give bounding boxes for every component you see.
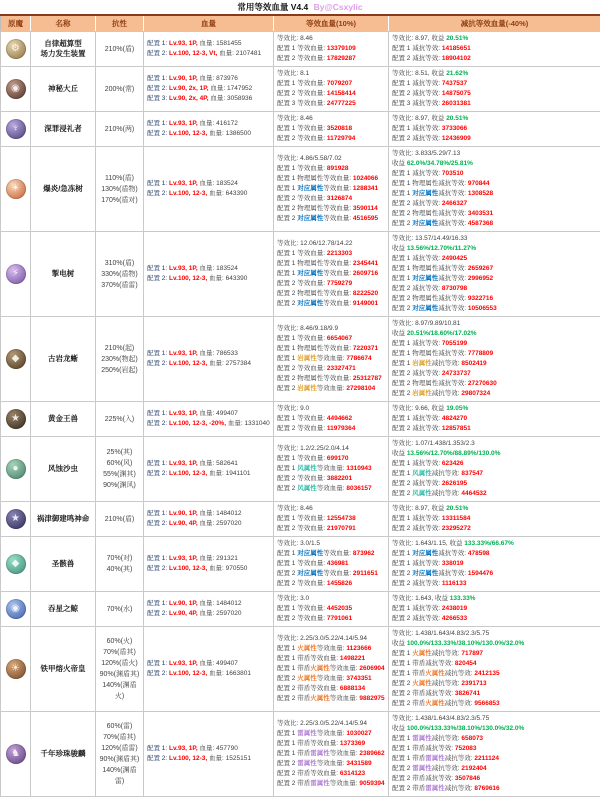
cell-line: 等效比: 2.25/3.0/5.22/4.14/5.94 <box>277 634 385 644</box>
column-header: 名称 <box>31 15 96 32</box>
cell-line: 配置 2 带盾减抗等效: 3826741 <box>392 689 597 699</box>
hp-configs <box>144 437 274 502</box>
cell-line: 配置 3 减抗等效: 26031381 <box>392 99 597 109</box>
cell-line: 配置 2: Lv.100, 12-3, 血量: 1386500 <box>147 129 270 139</box>
reduced-res-effective-hp <box>389 712 600 797</box>
cell-line: 配置 2: Lv.90, 4P, 血量: 2597020 <box>147 609 270 619</box>
enemy-icon-field-generator: ⚙ <box>6 39 26 59</box>
cell-line: 收益 100.0%/133.33%/38.10%/130.0%/32.0% <box>392 639 597 649</box>
cell-line: 配置 1 减抗等效: 703510 <box>392 169 597 179</box>
cell-line: 等效比: 8.97, 收益 20.51% <box>392 34 597 44</box>
reduced-res-effective-hp <box>389 627 600 712</box>
enemy-name: 神秘大丘 <box>31 67 96 112</box>
cell-line: 配置 1 带盾减抗等效: 752083 <box>392 744 597 754</box>
enemy-icon-baptist: ♆ <box>6 119 26 139</box>
column-header: 等效血量(10%) <box>274 15 389 32</box>
cell-line: 配置 1 风属性减抗等效: 837547 <box>392 469 597 479</box>
enemy-name: 掣电树 <box>31 232 96 317</box>
column-header: 原魔 <box>1 15 31 32</box>
cell-line: 等效比: 4.86/5.58/7.02 <box>277 154 385 164</box>
cell-line: 配置 2 对应属性等效血量: 2911651 <box>277 569 385 579</box>
reduced-res-effective-hp <box>389 537 600 592</box>
cell-line: 配置 1: Lv.93, 1P, 血量: 786533 <box>147 349 270 359</box>
enemy-icon-pyro-cryo-regisvine: ☀ <box>6 179 26 199</box>
hp-configs <box>144 232 274 317</box>
resistance-values: 210%(起) 230%(物起) 250%(岩起) <box>96 317 144 402</box>
cell-line: 配置 1 带盾火属性等效血量: 2606904 <box>277 664 385 674</box>
cell-line: 配置 1: Lv.93, 1P, 血量: 1581455 <box>147 39 270 49</box>
cell-line: 配置 1 雷属性等效血量: 1030027 <box>277 729 385 739</box>
cell-line: 配置 1 减抗等效: 3733066 <box>392 124 597 134</box>
cell-line: 收益 13.56%/12.70%/11.27% <box>392 244 597 254</box>
effective-hp <box>274 402 389 437</box>
cell-line: 配置 2 等效血量: 7791061 <box>277 614 385 624</box>
table-row <box>1 317 600 402</box>
cell-line: 配置 2 物理属性减抗等效: 9322716 <box>392 294 597 304</box>
cell-line: 配置 2 物理属性等效血量: 25312787 <box>277 374 385 384</box>
reduced-res-effective-hp <box>389 67 600 112</box>
resistance-values: 210%(盾) <box>96 32 144 67</box>
cell-line: 配置 2 物理属性等效血量: 8222520 <box>277 289 385 299</box>
cell-line: 配置 2 对应属性减抗等效: 4587368 <box>392 219 597 229</box>
cell-line: 配置 2 减抗等效: 18904102 <box>392 54 597 64</box>
enemy-name: 千年珍珠骏麟 <box>31 712 96 797</box>
column-header: 抗性 <box>96 15 144 32</box>
cell-line: 等效比: 8.97, 收益 20.51% <box>392 114 597 124</box>
cell-line: 配置 1 减抗等效: 338019 <box>392 559 597 569</box>
cell-line: 配置 2 减抗等效: 2466327 <box>392 199 597 209</box>
resistance-values: 70%(对) 40%(其) <box>96 537 144 592</box>
cell-line: 等效比: 8.46 <box>277 34 385 44</box>
cell-line: 配置 1 物理属性减抗等效: 7778809 <box>392 349 597 359</box>
enemy-icon-cell <box>1 32 31 67</box>
resistance-values: 310%(盾) 330%(盾物) 370%(盾雷) <box>96 232 144 317</box>
resistance-values: 60%(火) 70%(盾其) 120%(盾火) 90%(渊盾其) 140%(渊盾火) <box>96 627 144 712</box>
cell-line: 配置 2: Lv.100, 12-3, 血量: 1663801 <box>147 669 270 679</box>
effective-hp <box>274 592 389 627</box>
cell-line: 配置 2 等效血量: 21970791 <box>277 524 385 534</box>
enemy-icon-cell <box>1 502 31 537</box>
cell-line: 配置 1 等效血量: 2213303 <box>277 249 385 259</box>
cell-line: 配置 1 带盾等效血量: 1373369 <box>277 739 385 749</box>
cell-line: 配置 3: Lv.90, 2x, 4P, 血量: 3058936 <box>147 94 270 104</box>
cell-line: 配置 1: Lv.93, 1P, 血量: 416172 <box>147 119 270 129</box>
enemy-name: 祸津御建鸣神命 <box>31 502 96 537</box>
table-row <box>1 402 600 437</box>
cell-line: 配置 2 对应属性减抗等效: 1594476 <box>392 569 597 579</box>
hp-configs <box>144 627 274 712</box>
cell-line: 等效比: 1.438/1.643/4.83/2.3/5.75 <box>392 629 597 639</box>
resistance-values: 70%(水) <box>96 592 144 627</box>
effective-hp <box>274 67 389 112</box>
page-credit: By@Csxylic <box>314 2 363 12</box>
cell-line: 配置 1 岩属性减抗等效: 8502419 <box>392 359 597 369</box>
cell-line: 等效比: 1.2/2.25/2.0/4.14 <box>277 444 385 454</box>
cell-line: 配置 1: Lv.90, 1P, 血量: 1484012 <box>147 599 270 609</box>
enemy-name: 古岩龙蜥 <box>31 317 96 402</box>
cell-line: 配置 1 对应属性减抗等效: 478598 <box>392 549 597 559</box>
cell-line: 等效比: 9.0 <box>277 404 385 414</box>
cell-line: 配置 1 等效血量: 891928 <box>277 164 385 174</box>
table-row <box>1 627 600 712</box>
cell-line: 配置 2 岩属性减抗等效: 29807324 <box>392 389 597 399</box>
cell-line: 配置 1: Lv.93, 1P, 血量: 183524 <box>147 264 270 274</box>
hp-configs <box>144 712 274 797</box>
cell-line: 配置 1 风属性等效血量: 1310943 <box>277 464 385 474</box>
cell-line: 配置 1: Lv.93, 1P, 血量: 291321 <box>147 554 270 564</box>
cell-line: 配置 1 火属性等效血量: 1123666 <box>277 644 385 654</box>
cell-line: 配置 2 等效血量: 3126874 <box>277 194 385 204</box>
cell-line: 配置 2 带盾火属性减抗等效: 9566853 <box>392 699 597 709</box>
cell-line: 配置 1: Lv.93, 1P, 血量: 183524 <box>147 179 270 189</box>
cell-line: 配置 1: Lv.93, 1P, 血量: 457790 <box>147 744 270 754</box>
cell-line: 配置 1 减抗等效: 623426 <box>392 459 597 469</box>
cell-line: 配置 2: Lv.100, 12-3, 血量: 2757384 <box>147 359 270 369</box>
cell-line: 配置 2 减抗等效: 2626195 <box>392 479 597 489</box>
page-title: 常用等效血量 V4.4 <box>237 2 308 12</box>
cell-line: 配置 1 等效血量: 436981 <box>277 559 385 569</box>
cell-line: 收益 100.0%/133.33%/38.10%/130.0%/32.0% <box>392 724 597 734</box>
hp-configs <box>144 67 274 112</box>
resistance-values: 210%(两) <box>96 112 144 147</box>
cell-line: 配置 2 物理属性减抗等效: 27270630 <box>392 379 597 389</box>
cell-line: 等效比: 3.833/5.29/7.13 <box>392 149 597 159</box>
effective-hp <box>274 537 389 592</box>
cell-line: 配置 2 带盾火属性等效血量: 9882975 <box>277 694 385 704</box>
cell-line: 配置 1: Lv.93, 1P, 血量: 499407 <box>147 659 270 669</box>
effective-hp <box>274 627 389 712</box>
cell-line: 配置 2 对应属性减抗等效: 10506553 <box>392 304 597 314</box>
cell-line: 配置 2: Lv.90, 2x, 1P, 血量: 1747952 <box>147 84 270 94</box>
cell-line: 配置 2 减抗等效: 23295272 <box>392 524 597 534</box>
cell-line: 配置 1 减抗等效: 4824270 <box>392 414 597 424</box>
cell-line: 等效比: 8.97, 收益 20.51% <box>392 504 597 514</box>
cell-line: 配置 1 减抗等效: 2438019 <box>392 604 597 614</box>
table-row <box>1 112 600 147</box>
enemy-name: 深罪浸礼者 <box>31 112 96 147</box>
cell-line: 配置 3 等效血量: 24777225 <box>277 99 385 109</box>
table-row <box>1 147 600 232</box>
cell-line: 等效比: 2.25/3.0/5.22/4.14/5.94 <box>277 719 385 729</box>
cell-line: 配置 1: Lv.90, 1P, 血量: 873976 <box>147 74 270 84</box>
enemy-name: 铁甲熔火帝皇 <box>31 627 96 712</box>
cell-line: 配置 2: Lv.100, 12-3, 血量: 970550 <box>147 564 270 574</box>
cell-line: 配置 1: Lv.93, 1P, 血量: 499407 <box>147 409 270 419</box>
hp-configs <box>144 502 274 537</box>
cell-line: 配置 2 等效血量: 23327471 <box>277 364 385 374</box>
cell-line: 配置 2 物理属性减抗等效: 3403531 <box>392 209 597 219</box>
cell-line: 配置 2 等效血量: 1455826 <box>277 579 385 589</box>
effective-hp <box>274 147 389 232</box>
cell-line: 配置 1 等效血量: 4452035 <box>277 604 385 614</box>
cell-line: 等效比: 3.0/1.5 <box>277 539 385 549</box>
cell-line: 等效比: 8.46 <box>277 114 385 124</box>
cell-line: 配置 1 减抗等效: 2490425 <box>392 254 597 264</box>
cell-line: 配置 2 对应属性等效血量: 9149001 <box>277 299 385 309</box>
cell-line: 配置 1 对应属性等效血量: 1288341 <box>277 184 385 194</box>
hp-configs <box>144 112 274 147</box>
cell-line: 配置 1 火属性减抗等效: 717897 <box>392 649 597 659</box>
cell-line: 配置 1 等效血量: 4494662 <box>277 414 385 424</box>
cell-line: 配置 1 等效血量: 699170 <box>277 454 385 464</box>
cell-line: 配置 2 雷属性等效血量: 3431589 <box>277 759 385 769</box>
table-row <box>1 437 600 502</box>
cell-line: 配置 2: Lv.100, 12-3, 血量: 643390 <box>147 274 270 284</box>
cell-line: 配置 1 等效血量: 7079207 <box>277 79 385 89</box>
enemy-icon-cell <box>1 232 31 317</box>
cell-line: 配置 2 对应属性等效血量: 4516595 <box>277 214 385 224</box>
reduced-res-effective-hp <box>389 112 600 147</box>
effective-hp <box>274 502 389 537</box>
enemy-icon-magatsu-mitake-narukami: ★ <box>6 509 26 529</box>
cell-line: 配置 2 火属性减抗等效: 2391713 <box>392 679 597 689</box>
enemy-icon-electro-regisvine: ⚡ <box>6 264 26 284</box>
cell-line: 配置 1 物理属性减抗等效: 2659267 <box>392 264 597 274</box>
cell-line: 配置 1 减抗等效: 7055199 <box>392 339 597 349</box>
effective-hp-table <box>0 14 600 797</box>
cell-line: 配置 1 物理属性等效血量: 1024066 <box>277 174 385 184</box>
cell-line: 配置 1 对应属性减抗等效: 2996952 <box>392 274 597 284</box>
cell-line: 配置 1 对应属性等效血量: 873962 <box>277 549 385 559</box>
enemy-icon-mysterious-mound: ◉ <box>6 79 26 99</box>
cell-line: 等效比: 8.97/9.89/10.81 <box>392 319 597 329</box>
enemy-icon-cell <box>1 112 31 147</box>
cell-line: 配置 2 等效血量: 11729794 <box>277 134 385 144</box>
cell-line: 配置 1 岩属性等效血量: 7786674 <box>277 354 385 364</box>
enemy-name: 圣骸兽 <box>31 537 96 592</box>
column-header: 减抗等效血量(-40%) <box>389 15 600 32</box>
hp-configs <box>144 317 274 402</box>
cell-line: 配置 2 岩属性等效血量: 27298104 <box>277 384 385 394</box>
effective-hp <box>274 112 389 147</box>
enemy-name: 自律超算型 场力发生装置 <box>31 32 96 67</box>
cell-line: 配置 1 物理属性减抗等效: 970844 <box>392 179 597 189</box>
cell-line: 等效比: 1.438/1.643/4.83/2.3/5.75 <box>392 714 597 724</box>
enemy-name: 吞星之鲸 <box>31 592 96 627</box>
cell-line: 配置 2 等效血量: 11979364 <box>277 424 385 434</box>
cell-line: 配置 2 减抗等效: 14875075 <box>392 89 597 99</box>
reduced-res-effective-hp <box>389 32 600 67</box>
enemy-icon-cell <box>1 592 31 627</box>
enemy-name: 爆炎/急冻树 <box>31 147 96 232</box>
resistance-values: 110%(盾) 130%(盾物) 170%(盾对) <box>96 147 144 232</box>
cell-line: 配置 2: Lv.100, 12-3, 血量: 1941101 <box>147 469 270 479</box>
cell-line: 等效比: 12.06/12.78/14.22 <box>277 239 385 249</box>
cell-line: 配置 1 带盾雷属性等效血量: 2389662 <box>277 749 385 759</box>
hp-configs <box>144 592 274 627</box>
effective-hp <box>274 437 389 502</box>
cell-line: 配置 1 带盾减抗等效: 820454 <box>392 659 597 669</box>
cell-line: 配置 2 火属性等效血量: 3743351 <box>277 674 385 684</box>
cell-line: 等效比: 1.07/1.438/1.353/2.3 <box>392 439 597 449</box>
cell-line: 配置 2: Lv.100, 12-3, -20%, 血量: 1331040 <box>147 419 270 429</box>
cell-line: 配置 1 减抗等效: 7437537 <box>392 79 597 89</box>
reduced-res-effective-hp <box>389 147 600 232</box>
resistance-values: 200%(常) <box>96 67 144 112</box>
cell-line: 配置 2 雷属性减抗等效: 2192404 <box>392 764 597 774</box>
enemy-icon-cell <box>1 627 31 712</box>
enemy-icon-cell <box>1 317 31 402</box>
effective-hp <box>274 232 389 317</box>
cell-line: 配置 1 雷属性减抗等效: 658073 <box>392 734 597 744</box>
enemy-icon-setekh-wenut: ● <box>6 459 26 479</box>
table-row <box>1 32 600 67</box>
hp-configs <box>144 147 274 232</box>
cell-line: 配置 2 带盾等效血量: 6314123 <box>277 769 385 779</box>
cell-line: 配置 2 物理属性等效血量: 3590114 <box>277 204 385 214</box>
enemy-icon-consecrated-beast: ◆ <box>6 554 26 574</box>
reduced-res-effective-hp <box>389 437 600 502</box>
cell-line: 配置 1 等效血量: 13379109 <box>277 44 385 54</box>
hp-configs <box>144 32 274 67</box>
cell-line: 配置 2 减抗等效: 1116133 <box>392 579 597 589</box>
enemy-icon-cell <box>1 712 31 797</box>
enemy-icon-cell <box>1 402 31 437</box>
cell-line: 等效比: 8.1 <box>277 69 385 79</box>
cell-line: 配置 1: Lv.93, 1P, 血量: 582641 <box>147 459 270 469</box>
title-bar <box>0 0 600 14</box>
cell-line: 等效比: 3.0 <box>277 594 385 604</box>
table-row <box>1 712 600 797</box>
cell-line: 配置 1 等效血量: 6654067 <box>277 334 385 344</box>
cell-line: 配置 2 等效血量: 7759279 <box>277 279 385 289</box>
cell-line: 等效比: 8.46 <box>277 504 385 514</box>
hp-configs <box>144 402 274 437</box>
cell-line: 等效比: 8.51, 收益 21.62% <box>392 69 597 79</box>
enemy-icon-all-devouring-narwhal: ◉ <box>6 599 26 619</box>
column-header: 血量 <box>144 15 274 32</box>
cell-line: 配置 1 等效血量: 3520818 <box>277 124 385 134</box>
cell-line: 等效比: 8.46/9.18/9.9 <box>277 324 385 334</box>
cell-line: 配置 1 等效血量: 12554738 <box>277 514 385 524</box>
cell-line: 配置 2 减抗等效: 12436909 <box>392 134 597 144</box>
effective-hp <box>274 317 389 402</box>
enemy-icon-emperor-of-fire-and-iron: ☀ <box>6 659 26 679</box>
enemy-name: 风蚀沙虫 <box>31 437 96 502</box>
cell-line: 配置 1 减抗等效: 13311584 <box>392 514 597 524</box>
enemy-icon-cell <box>1 147 31 232</box>
cell-line: 配置 2 减抗等效: 8730798 <box>392 284 597 294</box>
cell-line: 等效比: 1.643, 收益 133.33% <box>392 594 597 604</box>
enemy-icon-cell <box>1 537 31 592</box>
cell-line: 配置 2 等效血量: 14158414 <box>277 89 385 99</box>
cell-line: 配置 2 减抗等效: 4266533 <box>392 614 597 624</box>
table-row <box>1 537 600 592</box>
enemy-icon-golden-wolflord: ★ <box>6 409 26 429</box>
cell-line: 配置 2 带盾雷属性等效血量: 9059394 <box>277 779 385 789</box>
cell-line: 配置 1 减抗等效: 14185651 <box>392 44 597 54</box>
resistance-values: 60%(雷) 70%(盾其) 120%(盾雷) 90%(渊盾其) 140%(渊盾雷) <box>96 712 144 797</box>
enemy-icon-cell <box>1 437 31 502</box>
cell-line: 配置 2: Lv.100, 12-3, 血量: 1525151 <box>147 754 270 764</box>
table-header-row <box>1 15 600 32</box>
cell-line: 配置 2 减抗等效: 12857851 <box>392 424 597 434</box>
table-row <box>1 67 600 112</box>
reduced-res-effective-hp <box>389 592 600 627</box>
cell-line: 配置 1 物理属性等效血量: 7220371 <box>277 344 385 354</box>
reduced-res-effective-hp <box>389 232 600 317</box>
resistance-values: 25%(其) 60%(风) 55%(渊其) 90%(渊风) <box>96 437 144 502</box>
cell-line: 配置 2 风属性减抗等效: 4464532 <box>392 489 597 499</box>
resistance-values: 225%(入) <box>96 402 144 437</box>
reduced-res-effective-hp <box>389 317 600 402</box>
cell-line: 配置 2 带盾等效血量: 6888134 <box>277 684 385 694</box>
cell-line: 配置 1 带盾火属性减抗等效: 2412135 <box>392 669 597 679</box>
table-row <box>1 232 600 317</box>
cell-line: 配置 1 带盾等效血量: 1498221 <box>277 654 385 664</box>
enemy-icon-millennial-pearl-seahorse: ♞ <box>6 744 26 764</box>
effective-hp <box>274 32 389 67</box>
reduced-res-effective-hp <box>389 502 600 537</box>
cell-line: 配置 1 对应属性减抗等效: 1308528 <box>392 189 597 199</box>
cell-line: 配置 2: Lv.100, 12-3, Vt, 血量: 2107481 <box>147 49 270 59</box>
cell-line: 配置 1 物理属性等效血量: 2345441 <box>277 259 385 269</box>
cell-line: 配置 1 对应属性等效血量: 2609716 <box>277 269 385 279</box>
cell-line: 配置 2 减抗等效: 24733737 <box>392 369 597 379</box>
cell-line: 配置 2: Lv.100, 12-3, 血量: 643390 <box>147 189 270 199</box>
reduced-res-effective-hp <box>389 402 600 437</box>
cell-line: 配置 2 带盾雷属性减抗等效: 8769616 <box>392 784 597 794</box>
effective-hp <box>274 712 389 797</box>
cell-line: 等效比: 13.57/14.49/16.33 <box>392 234 597 244</box>
cell-line: 收益 20.51%/18.60%/17.02% <box>392 329 597 339</box>
table-row <box>1 592 600 627</box>
enemy-icon-primo-geovishap: ◆ <box>6 349 26 369</box>
cell-line: 配置 2 等效血量: 17829287 <box>277 54 385 64</box>
enemy-name: 黄金王兽 <box>31 402 96 437</box>
cell-line: 配置 2 带盾减抗等效: 3507846 <box>392 774 597 784</box>
cell-line: 等效比: 9.66, 收益 19.05% <box>392 404 597 414</box>
enemy-icon-cell <box>1 67 31 112</box>
cell-line: 收益 13.56%/12.70%/88.89%/130.0% <box>392 449 597 459</box>
cell-line: 配置 1 带盾雷属性减抗等效: 2211124 <box>392 754 597 764</box>
cell-line: 配置 2: Lv.90, 4P, 血量: 2597020 <box>147 519 270 529</box>
cell-line: 等效比: 1.643/1.15, 收益 133.33%/66.67% <box>392 539 597 549</box>
hp-configs <box>144 537 274 592</box>
cell-line: 收益 62.0%/34.78%/25.81% <box>392 159 597 169</box>
table-row <box>1 502 600 537</box>
cell-line: 配置 1: Lv.90, 1P, 血量: 1484012 <box>147 509 270 519</box>
cell-line: 配置 2 风属性等效血量: 8036157 <box>277 484 385 494</box>
cell-line: 配置 2 等效血量: 3882201 <box>277 474 385 484</box>
resistance-values: 210%(盾) <box>96 502 144 537</box>
